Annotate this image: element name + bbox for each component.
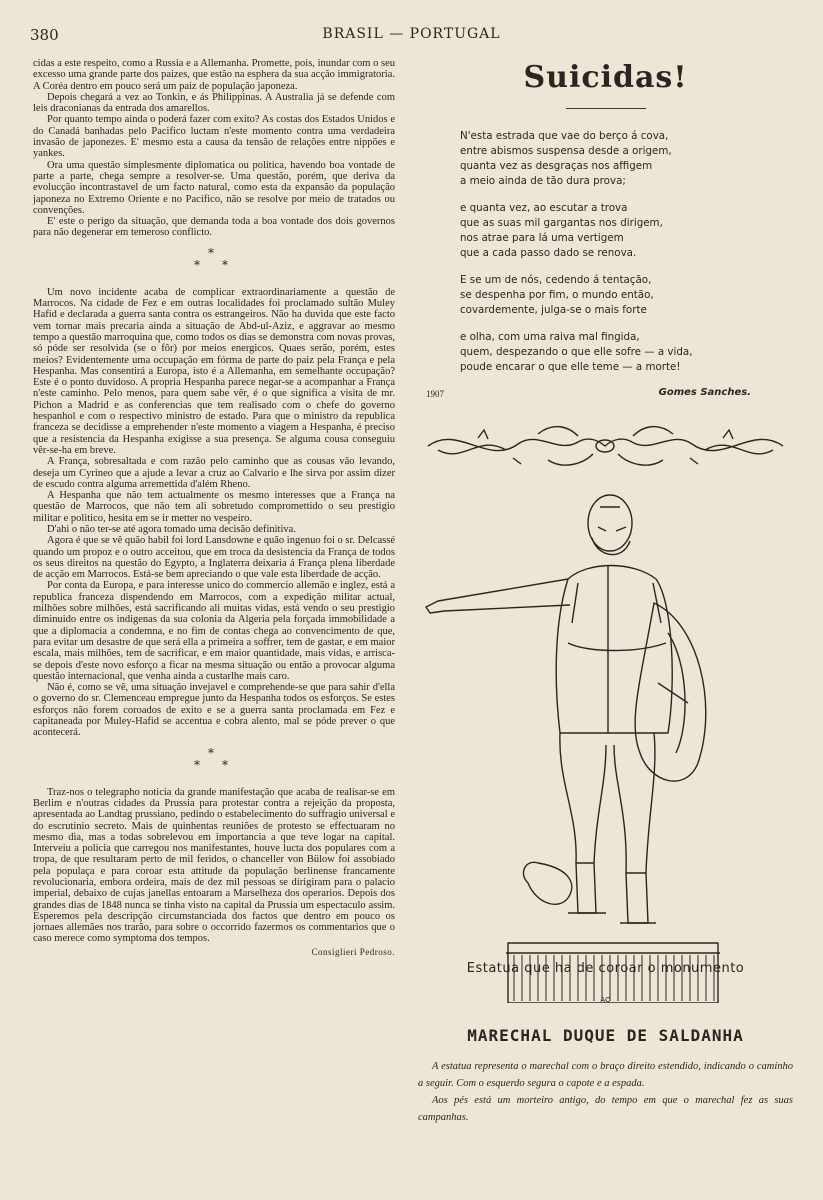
illustration-caption: Estatua que ha de coroar o monumento <box>466 961 745 976</box>
poem-stanza <box>460 129 793 189</box>
poem-divider <box>566 108 646 109</box>
article-paragraph: Não é, como se vê, uma situação invejavel e comprehende-se que para sahir d'ella o governo do sr. Clemenceau empregue junto da Hespanha todos os esforços. Se estes esforços não forem coroados de exito e se a guerra santa proclamada em Fez e capitaneada por Muley-Hafid se accentua e cobra alento, mal se póde prever o que acontecerá. <box>33 682 395 739</box>
section-asterism <box>33 247 395 277</box>
poem-stanza <box>460 273 793 318</box>
poem-verse: poude encarar o que elle teme — a morte! <box>460 361 681 373</box>
page-header <box>0 26 823 48</box>
article-paragraph: Ora uma questão simplesmente diplomatica ou politica, havendo boa vontade de parte a parte, chega sempre a resolver-se. Uma questão, porém, que deriva da evolucção incontrastavel de um facto natural, como esta da expansão da população japoneza no Extremo Oriente e no Pacifico, não se resolve por meio de tratados ou convenções. <box>33 159 395 216</box>
poem-verse: a meio ainda de tão dura prova; <box>460 175 626 187</box>
poem-author: Gomes Sanches. <box>658 387 751 398</box>
caption-connector: AO <box>600 996 611 1004</box>
poem-verse: nos atrae para lá uma vertigem <box>460 232 624 244</box>
poem-verse: N'esta estrada que vae do berço á cova, <box>460 130 669 142</box>
article-paragraph: D'ahi o não ter-se até agora tomado uma decisão definitiva. <box>47 523 296 535</box>
illustration-description <box>418 1058 793 1126</box>
description-paragraph: A estatua representa o marechal com o braço direito estendido, indicando o caminho a seguir. Com o esquerdo segura o capote e a espada. <box>418 1061 793 1089</box>
poem-verse: E se um de nós, cedendo á tentação, <box>460 274 652 286</box>
poem-verse: entre abismos suspensa desde a origem, <box>460 145 672 157</box>
asterisk: * <box>222 757 228 772</box>
description-paragraph: Aos pés está um morteiro antigo, do tempo em que o marechal fez as suas campanhas. <box>418 1095 793 1123</box>
poem-stanza <box>460 201 793 261</box>
poem-stanza <box>460 330 793 375</box>
article-paragraph: Agora é que se vê quão habil foi lord Lansdowne e quão ingenuo foi o sr. Delcassé quando um propoz e o outro acceitou, que em troca da desistencia da França de todos os seus direitos na questão do Egypto, a Inglaterra deixaria á França plena liberdade de acção em Marrocos. Está-se bem apreciando o que vale esta liberdade de acção. <box>33 535 395 581</box>
article-paragraph: Traz-nos o telegrapho noticia da grande manifestação que acaba de realisar-se em Berlim e n'outras cidades da Prussia para protestar contra a rejeição da proposta, apresentada ao Landtag prussiano, pedindo o estabelecimento do suffragio universal e do escrutinio secreto. Mais de quinhentas reuniões de protesto se effectuaram no mesmo dia, mas a todas sobrelevou em importancia a que teve logar na capital. Interveiu a policia que carregou nos manifestantes, houve lucta dos populares com a tropa, de que resultaram perto de mil feridos, o chanceller von Bülow foi assobiado pela populaça e para coroar esta attitude da população berlinense francamente revolucionaria, embora ordeira, mais de dez mil pessoas se dirigiram para o palacio imperial, debaixo de cujas janellas entoaram a Marselheza dos operarios. Depois dos grandes dias de 1848 nunca se tinha visto na capital da Prussia um espectaculo assim. Esperemos pela descripção circumstanciada dos factos que dentro em pouco os jornaes allemães nos trarão, para sobre o occorrido fazermos os commentarios que o caso merece como symptoma dos tempos. <box>33 786 395 945</box>
poem-footer <box>418 387 793 405</box>
article-paragraph: cidas a este respeito, como a Russia e a Allemanha. Promette, pois, inundar com o seu excesso uma grande parte dos paizes, que estão na esphera da sua acção immigratoria. A Coréa dentro em pouco será um paiz de população japoneza. <box>33 58 395 92</box>
poem-verse: e quanta vez, ao escutar a trova <box>460 202 628 214</box>
monument-name: MARECHAL DUQUE DE SALDANHA <box>467 1026 744 1045</box>
asterisk: * <box>194 757 200 772</box>
article-paragraph: Por quanto tempo ainda o poderá fazer com exito? As costas dos Estados Unidos e do Canadá banhadas pelo Pacifico luctam n'este momento contra uma verdadeira invasão de japonezes. E' mesmo esta a causa da tensão de relações entre nippões e yankes. <box>33 114 395 160</box>
right-column <box>418 58 793 1168</box>
poem-verse: que as suas mil gargantas nos dirigem, <box>460 217 663 229</box>
article-column <box>33 58 395 1168</box>
decorative-scroll-ornament <box>418 420 793 472</box>
section-asterism <box>33 747 395 777</box>
poem-verse: que a cada passo dado se renova. <box>460 247 637 259</box>
article-paragraph: Um novo incidente acaba de complicar extraordinariamente a questão de Marrocos. Na cidade de Fez e em outras localidades foi proclamado sultão Muley Hafid e declarada a guerra santa contra os estrangeiros. Não ha duvida que este facto vem tornar mais precaria ainda a situação de Abd-ul-Aziz, e aggravar ao mesmo tempo a questão marroquina que, como todos os dias se demonstra com novas provas, só póde ser resolvida (se o fôr) por meios energicos. Quaes serão, porém, estes meios? Evidentemente uma occupação em fórma de parte do paiz pela França e pela Hespanha. Mas consentirá a Europa, isto é a Allemanha, em semelhante occupação? Este é o ponto duvidoso. A propria Hespanha parece negar-se a acompanhar a França n'este caminho. Pelo menos, para quem sabe vêr, é o que significa a visita de mr. Pichon a Madrid e as conferencias que tem realisado com o chefe do governo hespanhol e com o respectivo ministro de estado. Para que o ministro da republica franceza se decidisse a emprehender n'este momento a viagem a Hespanha, é preciso que a resistencia da Hespanha exigisse a sua presença. Se alguma cousa conseguiu vêr-se-ha em breve. <box>33 286 395 456</box>
page-number: 380 <box>30 26 59 44</box>
article-signature: Consiglieri Pedroso. <box>311 946 395 957</box>
article-paragraph: A França, sobresaltada e com razão pelo caminho que as cousas vão levando, deseja um Cyrineo que a ajude a levar a cruz ao Calvario e lhe sirva por assim dizer de escudo contra alguma arremettida d'além Rheno. <box>33 456 395 490</box>
article-paragraph: A Hespanha que não tem actualmente os mesmo interesses que a França na questão de Marrocos, que não tem ali sobretudo compromettido o seu prestigio militar e politico, hesita em se ir metter no vespeiro. <box>33 490 395 524</box>
poem-verse: quem, despezando o que elle sofre — a vida, <box>460 346 693 358</box>
poem-verse: e olha, com uma raiva mal fingida, <box>460 331 640 343</box>
asterisk: * <box>194 257 200 272</box>
statue-illustration <box>418 483 793 1003</box>
article-paragraph: E' este o perigo da situação, que demanda toda a boa vontade dos dois governos para não degenerar em temeroso conflicto. <box>33 216 395 239</box>
article-paragraph: Depois chegará a vez ao Tonkin, e ás Philippinas. A Australia já se defende com leis draconianas da entrada dos amarellos. <box>33 91 395 115</box>
asterisk: * <box>208 245 214 260</box>
poem-verse: covardemente, julga-se o mais forte <box>460 304 647 316</box>
asterisk: * <box>222 257 228 272</box>
poem-title: Suicidas! <box>523 60 688 95</box>
asterisk: * <box>208 745 214 760</box>
poem-verse: se despenha por fim, o mundo então, <box>460 289 654 301</box>
article-paragraph: Por conta da Europa, e para interesse unico do commercio allemão e inglez, está a republica franceza dispendendo em Marrocos, com a expedição militar actual, milhões sobre milhões, está sacrificando ali muitas vidas, está vendo o seu prestigio diminuido entre os indigenas da sua colonia da Algeria pela forçada immobilidade a que a diplomacia a condemna, e no fim de contas chega ao convencimento de que, para evitar um desastre de que será ella a primeira a soffrer, tem de gastar, e em maior escala, mais milhões, tem de sacrificar, e em maior quantidade, mais vidas, e arrisca-se depois d'este novo esforço a ficar na mesma situação ou então a provocar alguma questão internacional, que venha ainda a custarlhe mais caro. <box>33 580 395 682</box>
poem-year: 1907 <box>426 389 444 399</box>
running-title: BRASIL — PORTUGAL <box>322 26 501 42</box>
poem-verse: quanta vez as desgraças nos affigem <box>460 160 653 172</box>
